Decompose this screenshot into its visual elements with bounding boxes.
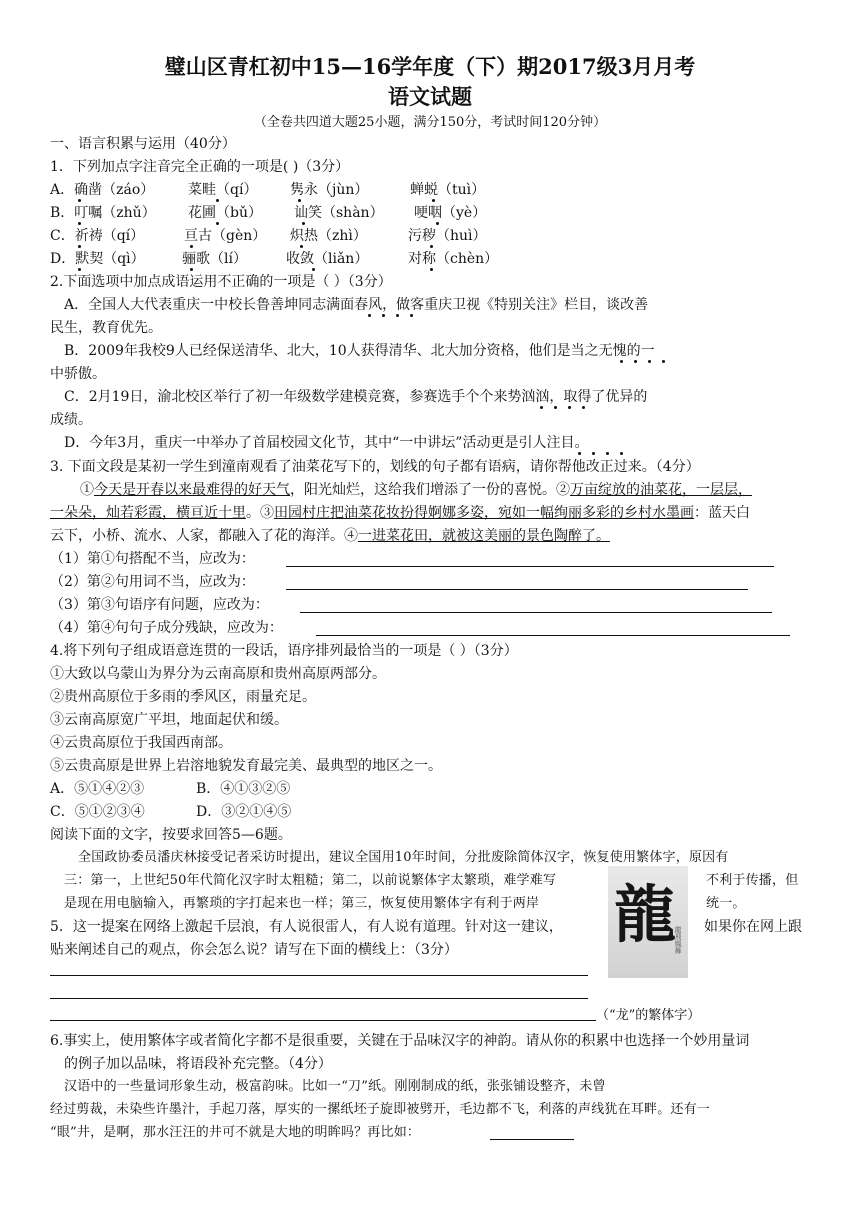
emphasis-dot (620, 360, 623, 363)
q1-b-4: 哽咽（yè） (414, 205, 487, 221)
q1-d-3: 收敛（liǎn） (286, 251, 369, 267)
q1-c-2: 亘古（gèn） (184, 228, 267, 244)
emphasis-dot (368, 314, 371, 317)
q1-b-3: 讪笑（shàn） (294, 205, 384, 221)
emphasis-dot (300, 245, 303, 248)
answer-line-1[interactable] (286, 566, 774, 567)
q3-fix-2-label: （2）第②句用词不当，应改为： (50, 574, 255, 590)
q3-passage-line3: 云下，小桥、流水、人家，都融入了花的海洋。④一进菜花田，就被这美丽的景色陶醉了。 (50, 528, 610, 544)
reading-intro: 阅读下面的文字，按要求回答5—6题。 (50, 827, 292, 843)
q1-d-1: D．默契（qì） (50, 251, 145, 267)
q4-sentence-3: ③云南高原宽广平坦，地面起伏和缓。 (50, 712, 288, 728)
q4-sentence-2: ②贵州高原位于多雨的季风区，雨量充足。 (50, 689, 316, 705)
q3-fix-1-label: （1）第①句搭配不当，应改为： (50, 551, 255, 567)
q5-line1b: 如果你在网上跟 (704, 919, 802, 935)
emphasis-dot (430, 245, 433, 248)
q4-option-b: B．④①③②⑤ (196, 781, 291, 797)
q6-passage-line1: 汉语中的一些量词形象生动，极富韵味。比如一“刀”纸。刚刚制成的纸，张张铺设整齐，未曾 (64, 1079, 606, 1094)
q4-sentence-4: ④云贵高原位于我国西南部。 (50, 735, 232, 751)
q4-option-c: C．⑤①②③④ (50, 804, 145, 820)
image-caption: （“龙”的繁体字） (596, 1008, 701, 1023)
answer-line-2[interactable] (286, 589, 748, 590)
image-small-text: 龍飛鳳舞 (674, 926, 682, 954)
q6-passage-line3: “眼”井，是啊，那水汪汪的井可不就是大地的明眸吗？再比如： (50, 1125, 421, 1140)
q5-answer-line-1[interactable] (50, 975, 588, 976)
q2-option-a-line1: A．全国人大代表重庆一中校长鲁善坤同志满面春风，做客重庆卫视《特别关注》栏目，谈改善 (64, 297, 649, 313)
emphasis-dot (582, 406, 585, 409)
section-heading: 一、语言积累与运用（40分） (50, 136, 236, 152)
emphasis-dot (78, 222, 81, 225)
dragon-character-image (608, 866, 688, 978)
exam-title: 璧山区青杠初中15—16学年度（下）期2017级3月月考 (164, 54, 696, 79)
q5-line2: 贴来阐述自己的观点，你会怎么说？请写在下面的横线上：（3分） (50, 942, 458, 958)
emphasis-dot (592, 452, 595, 455)
reading-line3b: 统一。 (706, 896, 746, 911)
q2-option-d: D．今年3月，重庆一中举办了首届校园文化节，其中“一中讲坛”活动更是引人注目。 (64, 435, 589, 451)
q4-sentence-5: ⑤云贵高原是世界上岩溶地貌发育最完美、最典型的地区之一。 (50, 758, 442, 774)
emphasis-dot (190, 245, 193, 248)
q2-option-a-line2: 民生，教育优先。 (50, 320, 162, 336)
answer-line-4[interactable] (316, 635, 790, 636)
q1-c-1: C．祈祷（qí） (50, 228, 145, 244)
emphasis-dot (78, 268, 81, 271)
emphasis-dot (298, 199, 301, 202)
emphasis-dot (216, 199, 219, 202)
emphasis-dot (606, 452, 609, 455)
reading-line3a: 是现在用电脑输入，再繁琐的字打起来也一样；第三，恢复使用繁体字有利于两岸 (64, 896, 540, 911)
emphasis-dot (540, 406, 543, 409)
exam-note: （全卷共四道大题25小题，满分150分，考试时间120分钟） (253, 115, 607, 130)
emphasis-dot (396, 314, 399, 317)
q4-stem: 4.将下列句子组成语意连贯的一段话，语序排列最恰当的一项是（ ）（3分） (50, 643, 518, 659)
emphasis-dot (634, 360, 637, 363)
emphasis-dot (382, 314, 385, 317)
emphasis-dot (190, 268, 193, 271)
emphasis-dot (436, 222, 439, 225)
q1-c-4: 污秽（huì） (408, 228, 487, 244)
q6-passage-line2: 经过剪裁，未染些许墨汁，手起刀落，厚实的一摞纸坯子旋即被劈开，毛边都不飞，利落的声线犹在耳畔。还有一 (50, 1102, 711, 1117)
emphasis-dot (648, 360, 651, 363)
emphasis-dot (410, 314, 413, 317)
emphasis-dot (302, 222, 305, 225)
q2-option-c-line2: 成绩。 (50, 412, 92, 428)
q2-stem: 2.下面选项中加点成语运用不正确的一项是（ ）（3分） (50, 274, 392, 290)
q1-b-2: 花圃（bǔ） (188, 205, 262, 221)
q1-d-2: 骊歌（lí） (182, 251, 247, 267)
q3-passage-line1: ①今天是开春以来最难得的好天气，阳光灿烂，这给我们增添了一份的喜悦。②万亩绽放的油菜花，一层层， (80, 482, 752, 498)
emphasis-dot (430, 268, 433, 271)
emphasis-dot (554, 406, 557, 409)
q1-stem: 1．下列加点字注音完全正确的一项是( )（3分） (50, 159, 350, 175)
q3-passage-line2: 一朵朵，灿若彩霞，横亘近十里。③田园村庄把油菜花妆扮得婀娜多姿，宛如一幅绚丽多彩的乡村水墨画：蓝天白 (50, 505, 750, 521)
emphasis-dot (312, 268, 315, 271)
q5-answer-line-2[interactable] (50, 998, 588, 999)
emphasis-dot (432, 199, 435, 202)
q6-line2: 的例子加以品味，将语段补充完整。（4分） (64, 1056, 332, 1072)
emphasis-dot (568, 406, 571, 409)
q3-fix-4-label: （4）第④句句子成分残缺，应改为： (50, 620, 283, 636)
q2-option-b-line1: B．2009年我校9人已经保送清华、北大，10人获得清华、北大加分资格，他们是当之无愧的一 (64, 343, 655, 359)
q3-stem: 3. 下面文段是某初一学生到潼南观看了油菜花写下的，划线的句子都有语病，请你帮他改正过来。（4分） (50, 459, 700, 475)
q1-a-1: A．确凿（záo） (50, 182, 155, 198)
q3-fix-3-label: （3）第③句语序有问题，应改为： (50, 597, 269, 613)
q4-option-d: D．③②①④⑤ (196, 804, 292, 820)
emphasis-dot (216, 222, 219, 225)
dragon-character: 龍 (614, 878, 677, 951)
q6-answer-line[interactable] (490, 1139, 574, 1140)
q1-c-3: 炽热（zhì） (290, 228, 367, 244)
q5-line1a: 5．这一提案在网络上激起千层浪，有人说很雷人，有人说有道理。针对这一建议， (50, 919, 563, 935)
q1-a-2: 菜畦（qí） (188, 182, 258, 198)
q1-a-3: 隽永（jùn） (290, 182, 369, 198)
emphasis-dot (620, 452, 623, 455)
emphasis-dot (662, 360, 665, 363)
emphasis-dot (78, 245, 81, 248)
exam-subject-title: 语文试题 (388, 84, 472, 109)
q1-b-1: B．叮嘱（zhǔ） (50, 205, 156, 221)
emphasis-dot (78, 199, 81, 202)
reading-line2b: 不利于传播，但 (706, 873, 799, 888)
q2-option-c-line1: C．2月19日，渝北校区举行了初一年级数学建模竞赛，参赛选手个个来势汹汹，取得了优异的 (64, 389, 648, 405)
q1-a-4: 蝉蜕（tuì） (410, 182, 486, 198)
q2-option-b-line2: 中骄傲。 (50, 366, 106, 382)
q5-answer-line-3[interactable] (50, 1020, 596, 1021)
reading-line2a: 三：第一，上世纪50年代简化汉字时太粗糙；第二，以前说繁体字太繁琐，难学难写 (64, 873, 557, 888)
q4-option-a: A．⑤①④②③ (50, 781, 145, 797)
emphasis-dot (578, 452, 581, 455)
reading-line1: 全国政协委员潘庆林接受记者采访时提出，建议全国用10年时间，分批废除简体汉字，恢复使用繁体字，原因有 (78, 850, 729, 865)
answer-line-3[interactable] (300, 612, 772, 613)
q6-line1: 6.事实上，使用繁体字或者简化字都不是很重要，关键在于品味汉字的神韵。请从你的积累中也选择一个妙用量词 (50, 1033, 750, 1049)
q4-sentence-1: ①大致以乌蒙山为界分为云南高原和贵州高原两部分。 (50, 666, 386, 682)
q1-d-4: 对称（chèn） (408, 251, 499, 267)
